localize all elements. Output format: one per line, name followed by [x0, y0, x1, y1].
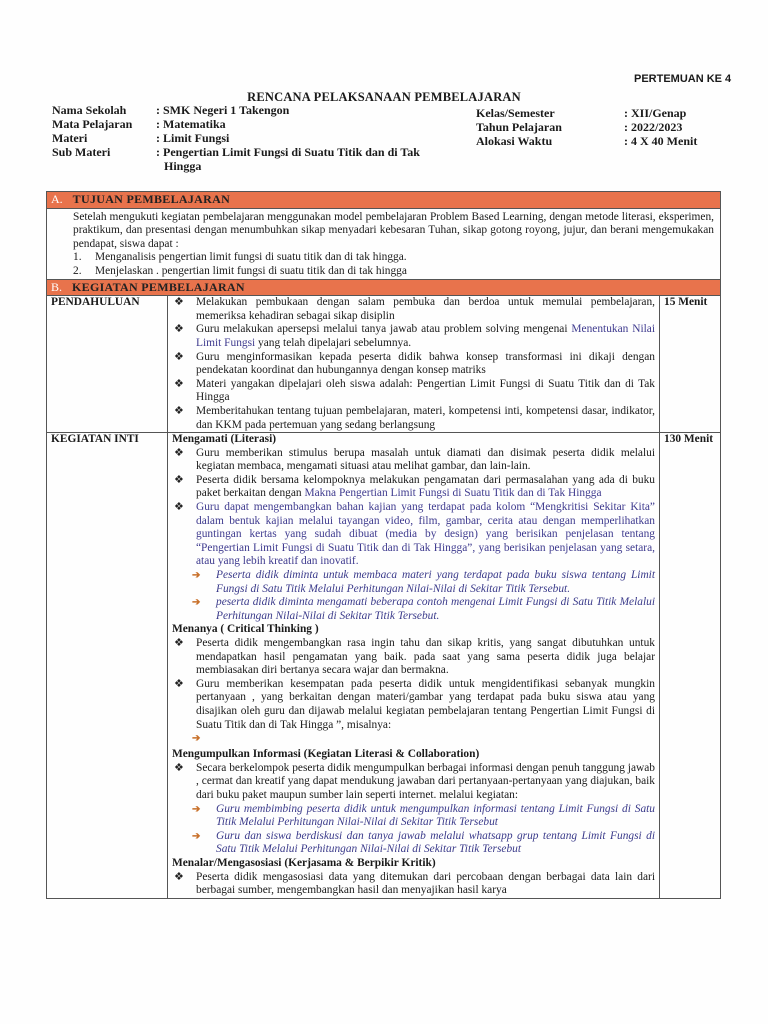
- diamond-bullet-icon: ❖: [174, 377, 184, 390]
- list-item: [172, 405, 655, 432]
- diamond-bullet-icon: ❖: [174, 677, 184, 690]
- list-item: [172, 637, 655, 678]
- list-item: [172, 378, 655, 405]
- section-a-header: [47, 192, 721, 209]
- diamond-bullet-icon: ❖: [174, 761, 184, 774]
- section-number: B.: [51, 279, 63, 294]
- activity-text: Peserta didik bersama kelompoknya melakukan pengamatan dari permasalahan yang ada di buku paket berkaitan dengan: [196, 473, 655, 500]
- list-item: [172, 323, 655, 350]
- subheading: Mengumpulkan Informasi (Kegiatan Literasi & Collaboration): [172, 748, 480, 761]
- diamond-bullet-icon: ❖: [174, 404, 184, 417]
- arrow-bullet-icon: ➔: [192, 733, 201, 745]
- list-item: [172, 351, 655, 378]
- time-kegiatan-inti: 130 Menit: [660, 433, 721, 899]
- objective-number: 1.: [73, 251, 82, 264]
- objective-text: Menjelaskan . pengertian limit fungsi di suatu titik dan di tak hingga: [95, 264, 407, 277]
- activity-text: Guru memberikan kesempatan pada peserta didik untuk mengidentifikasi sebanyak mungkin pertanyaan , yang berkaitan dengan materi/gambar yang terdapat pada buku siswa atau yang disajikan oleh guru dan dijawab melalui kegiatan pembelajaran tentang Pengertian Limit Fungsi di Suatu Titik dan di Tak Hingga ”, misalnya:: [196, 677, 655, 731]
- header-label: Alokasi Waktu: [476, 134, 553, 148]
- header-label: Tahun Pelajaran: [476, 120, 562, 134]
- arrow-bullet-icon: ➔: [192, 830, 201, 842]
- time-pendahuluan: 15 Menit: [660, 296, 721, 433]
- meeting-label: PERTEMUAN KE 4: [634, 73, 732, 85]
- sub-item: [172, 830, 655, 857]
- list-item: [172, 762, 655, 803]
- objective-item: [73, 265, 714, 279]
- activity-text: Peserta didik mengasosiasi data yang ditemukan dari percobaan dengan berbagai data lain dari berbagai sumber, mengembangkan hasil dan menyajikan hasil karya: [196, 870, 655, 897]
- diamond-bullet-icon: ❖: [174, 501, 184, 514]
- sub-item: [172, 569, 655, 596]
- objective-text: Menganalisis pengertian limit fungsi di suatu titik dan di tak hingga.: [95, 251, 407, 264]
- diamond-bullet-icon: ❖: [174, 870, 184, 883]
- header-label: [52, 159, 156, 173]
- phase-pendahuluan: PENDAHULUAN: [47, 296, 168, 433]
- header-value: : XII/Genap: [624, 106, 687, 120]
- intro-text: Setelah mengukuti kegiatan pembelajaran menggunakan model pembelajaran Problem Based Learning, dengan metode literasi, eksperimen, praktikum, dan presentasi dengan menumbuhkan sikap menyadari kebesaran Tuhan, sikap gotong royong, jujur, dan berani mengemukakan pendapat, siswa dapat :: [73, 210, 714, 250]
- sub-item-text: peserta didik diminta mengamati beberapa contoh mengenai Limit Fungsi di Satu Titik Melalui Perhitungan Nilai-Nilai di Sekitar Titik Tersebut.: [216, 596, 655, 622]
- diamond-bullet-icon: ❖: [174, 473, 184, 486]
- header-value: : Matematika: [156, 117, 226, 131]
- header-value: : Limit Fungsi: [156, 131, 230, 145]
- header-label: Sub Materi: [52, 145, 111, 159]
- arrow-bullet-icon: ➔: [192, 570, 201, 582]
- activity-text: Guru memberikan stimulus berupa masalah untuk diamati dan disimak peserta didik melalui kegiatan membaca, mengamati situasi atau melihat gambar, dan lain-lain.: [196, 446, 655, 473]
- diamond-bullet-icon: ❖: [174, 637, 184, 649]
- topic-highlight: Makna Pengertian Limit Fungsi di Suatu Titik dan di Tak Hingga: [304, 487, 602, 500]
- header-value: : Pengertian Limit Fungsi di Suatu Titik dan di Tak: [156, 145, 420, 159]
- lesson-plan-table: [46, 191, 721, 899]
- activity-text: Peserta didik mengembangkan rasa ingin tahu dan sikap kritis, yang sangat dibutuhkan untuk mendapatkan hasil pengamatan yang baik. pada saat yang sama peserta didik juga belajar membiasakan diri bertanya secara wajar dan bermakna.: [196, 637, 655, 677]
- arrow-bullet-icon: ➔: [192, 597, 201, 609]
- subheading: Mengamati (Literasi): [172, 433, 277, 446]
- section-title: TUJUAN PEMBELAJARAN: [72, 192, 231, 206]
- header-value: : 4 X 40 Menit: [624, 134, 698, 148]
- sub-item-text: Guru dan siswa berdiskusi dan tanya jawab melalui whatsapp grup tentang Limit Fungsi di Satu Titik Melalui Perhitungan Nilai-Nilai di Sekitar Titik Tersebut: [216, 829, 655, 856]
- sub-item: [172, 596, 655, 623]
- activity-text: Secara berkelompok peserta didik mengumpulkan berbagai informasi dengan penuh tanggung jawab , cermat dan kreatif yang dapat mendukung jawaban dari pertanyaan-pertanyaan yang diajukan, baik dari buku paket maupun sumber lain seperti internet. melalui kegiatan:: [196, 761, 655, 801]
- sub-item: [172, 803, 655, 830]
- activity-text: Guru menginformasikan kepada peserta didik bahwa konsep transformasi ini dikaji dengan pendekatan koordinat dan hubungannya dengan konsep matriks: [196, 350, 655, 377]
- phase-kegiatan-inti: KEGIATAN INTI: [47, 433, 168, 899]
- sub-item-text: Guru membimbing peserta didik untuk mengumpulkan informasi tentang Limit Fungsi di Satu Titik Melalui Perhitungan Nilai-Nilai di Sekitar Titik Tersebut: [216, 802, 655, 829]
- list-item: [172, 678, 655, 732]
- inti-activities: [168, 433, 660, 899]
- arrow-bullet-icon: ➔: [192, 803, 201, 815]
- section-title: KEGIATAN PEMBELAJARAN: [72, 279, 245, 294]
- header-right: [476, 106, 734, 148]
- diamond-bullet-icon: ❖: [174, 350, 184, 363]
- header-label: Materi: [52, 131, 88, 145]
- diamond-bullet-icon: ❖: [174, 323, 184, 336]
- topic-highlight: Menentukan Nilai Limit Fungsi: [196, 323, 656, 349]
- sub-item: [172, 732, 655, 748]
- section-b-header: [47, 279, 721, 296]
- list-item: [172, 447, 655, 474]
- sub-item-text: Peserta didik diminta untuk membaca materi yang terdapat pada buku siswa tentang Limit Fungsi di Satu Titik Melalui Perhitungan Nilai-Nilai di Sekitar Titik Tersebut.: [216, 569, 655, 595]
- activity-text: Materi yangakan dipelajari oleh siswa adalah: Pengertian Limit Fungsi di Suatu Titik dan di Tak Hingga: [196, 377, 655, 404]
- header-label: Mata Pelajaran: [52, 117, 133, 131]
- header-label: Kelas/Semester: [476, 106, 555, 120]
- objectives-cell: [47, 208, 721, 279]
- activity-text: Melakukan pembukaan dengan salam pembuka dan berdoa untuk memulai pembelajaran, memeriksa kehadiran sebagai sikap disiplin: [196, 296, 655, 322]
- list-item: [172, 296, 655, 323]
- diamond-bullet-icon: ❖: [174, 446, 184, 459]
- activity-text: Guru dapat mengembangkan bahan kajian yang terdapat pada kolom “Mengkritisi Sekitar Kita” dalam bentuk kajian melalui tayangan video, film, gambar, cerita atau dengan memperlihatkan guntingan kertas yang sudah dibuat (media by design) yang berisikan penjelasan tentang “Pengertian Limit Fungsi di Suatu Titik dan di Tak Hingga”, yang berisikan penjelasan yang setara, atau yang lebih kreatif dan inovatif.: [196, 501, 655, 568]
- subheading: Menanya ( Critical Thinking ): [172, 623, 319, 636]
- list-item: [172, 871, 655, 898]
- activity-text: Memberitahukan tentang tujuan pembelajaran, materi, kompetensi inti, kompetensi dasar, indikator, dan KKM pada pertemuan yang sedang berlangsung: [196, 404, 655, 431]
- objective-number: 2.: [73, 264, 82, 277]
- objective-item: [73, 251, 714, 265]
- header-value: : SMK Negeri 1 Takengon: [156, 103, 290, 117]
- activity-text: Guru melakukan apersepsi melalui tanya jawab atau problem solving mengenai: [196, 323, 568, 336]
- header-value: : 2022/2023: [624, 120, 683, 134]
- subheading: Menalar/Mengasosiasi (Kerjasama & Berpikir Kritik): [172, 856, 436, 869]
- pendahuluan-activities: [168, 296, 660, 433]
- document-title: RENCANA PELAKSANAAN PEMBELAJARAN: [247, 90, 521, 104]
- list-item: [172, 474, 655, 501]
- header-label: Nama Sekolah: [52, 103, 127, 117]
- header-left: [52, 103, 464, 173]
- section-number: A.: [51, 192, 63, 206]
- diamond-bullet-icon: ❖: [174, 296, 184, 309]
- header-value: Hingga: [164, 159, 202, 173]
- list-item: [172, 501, 655, 569]
- activity-text: yang telah dipelajari sebelumnya.: [255, 336, 412, 349]
